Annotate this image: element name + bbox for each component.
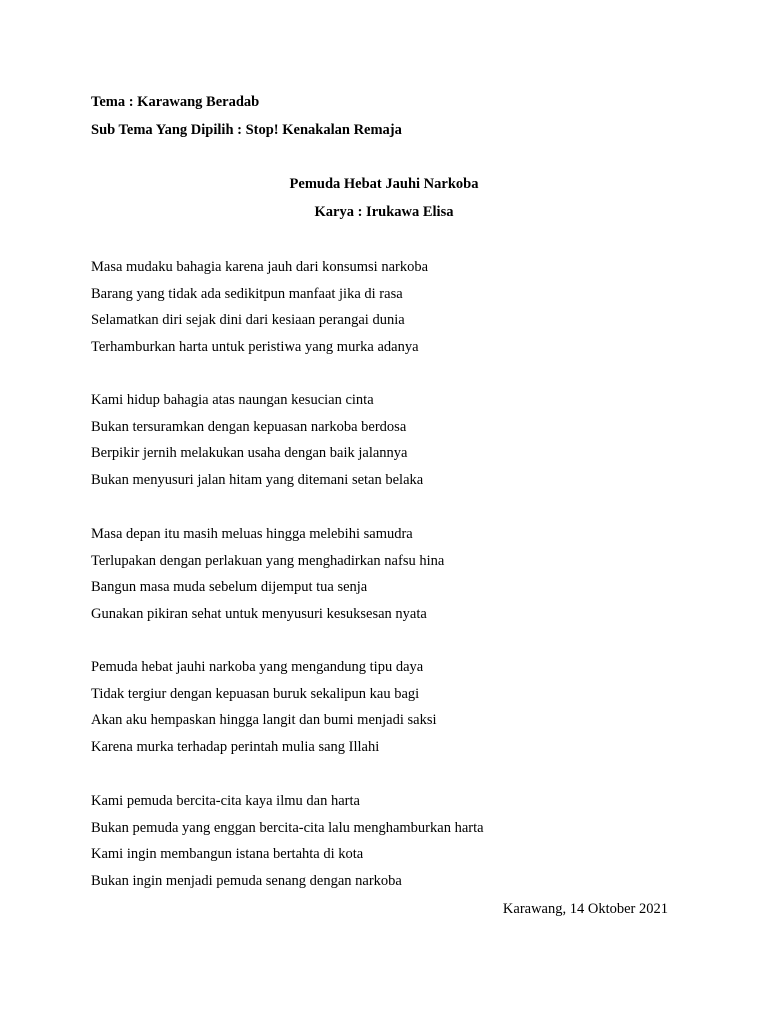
poem-line: Masa depan itu masih meluas hingga melebihi samudra: [91, 526, 413, 542]
poem-line: Bukan menyusuri jalan hitam yang ditemani setan belaka: [91, 472, 424, 489]
stanza-4: [91, 658, 437, 765]
poem-line: Masa mudaku bahagia karena jauh dari konsumsi narkoba: [91, 259, 429, 275]
theme-heading: Tema : Karawang Beradab: [91, 94, 260, 110]
poem-title: Pemuda Hebat Jauhi Narkoba: [289, 176, 479, 192]
poem-line: Terhamburkan harta untuk peristiwa yang murka adanya: [91, 339, 419, 356]
subtheme-heading: Sub Tema Yang Dipilih : Stop! Kenakalan Remaja: [91, 122, 402, 138]
poem-line: Tidak tergiur dengan kepuasan buruk sekalipun kau bagi: [91, 685, 420, 702]
poem-line: Bukan pemuda yang enggan bercita-cita lalu menghamburkan harta: [91, 819, 484, 836]
poem-line: Bangun masa muda sebelum dijemput tua senja: [91, 579, 368, 596]
poem-line: Kami hidup bahagia atas naungan kesucian cinta: [91, 392, 374, 408]
stanza-2: [91, 391, 423, 498]
poem-line: Barang yang tidak ada sedikitpun manfaat jika di rasa: [91, 285, 403, 302]
stanza-1: [91, 258, 428, 365]
poem-line: Kami pemuda bercita-cita kaya ilmu dan harta: [91, 793, 360, 809]
place-date-signoff: Karawang, 14 Oktober 2021: [502, 901, 668, 917]
stanza-3: [91, 525, 444, 632]
poem-line: Bukan ingin menjadi pemuda senang dengan narkoba: [91, 873, 402, 890]
poem-line: Terlupakan dengan perlakuan yang menghadirkan nafsu hina: [91, 552, 445, 569]
poem-line: Akan aku hempaskan hingga langit dan bumi menjadi saksi: [91, 712, 437, 729]
poem-line: Bukan tersuramkan dengan kepuasan narkoba berdosa: [91, 418, 407, 435]
poem-line: Kami ingin membangun istana bertahta di kota: [91, 846, 364, 863]
poem-line: Berpikir jernih melakukan usaha dengan baik jalannya: [91, 445, 408, 462]
poem-line: Karena murka terhadap perintah mulia sang Illahi: [91, 739, 380, 756]
poem-author: Karya : Irukawa Elisa: [314, 204, 454, 220]
poem-line: Selamatkan diri sejak dini dari kesiaan perangai dunia: [91, 312, 405, 329]
stanza-5: [91, 792, 484, 899]
poem-line: Pemuda hebat jauhi narkoba yang mengandung tipu daya: [91, 659, 424, 675]
poem-line: Gunakan pikiran sehat untuk menyusuri kesuksesan nyata: [91, 606, 427, 623]
